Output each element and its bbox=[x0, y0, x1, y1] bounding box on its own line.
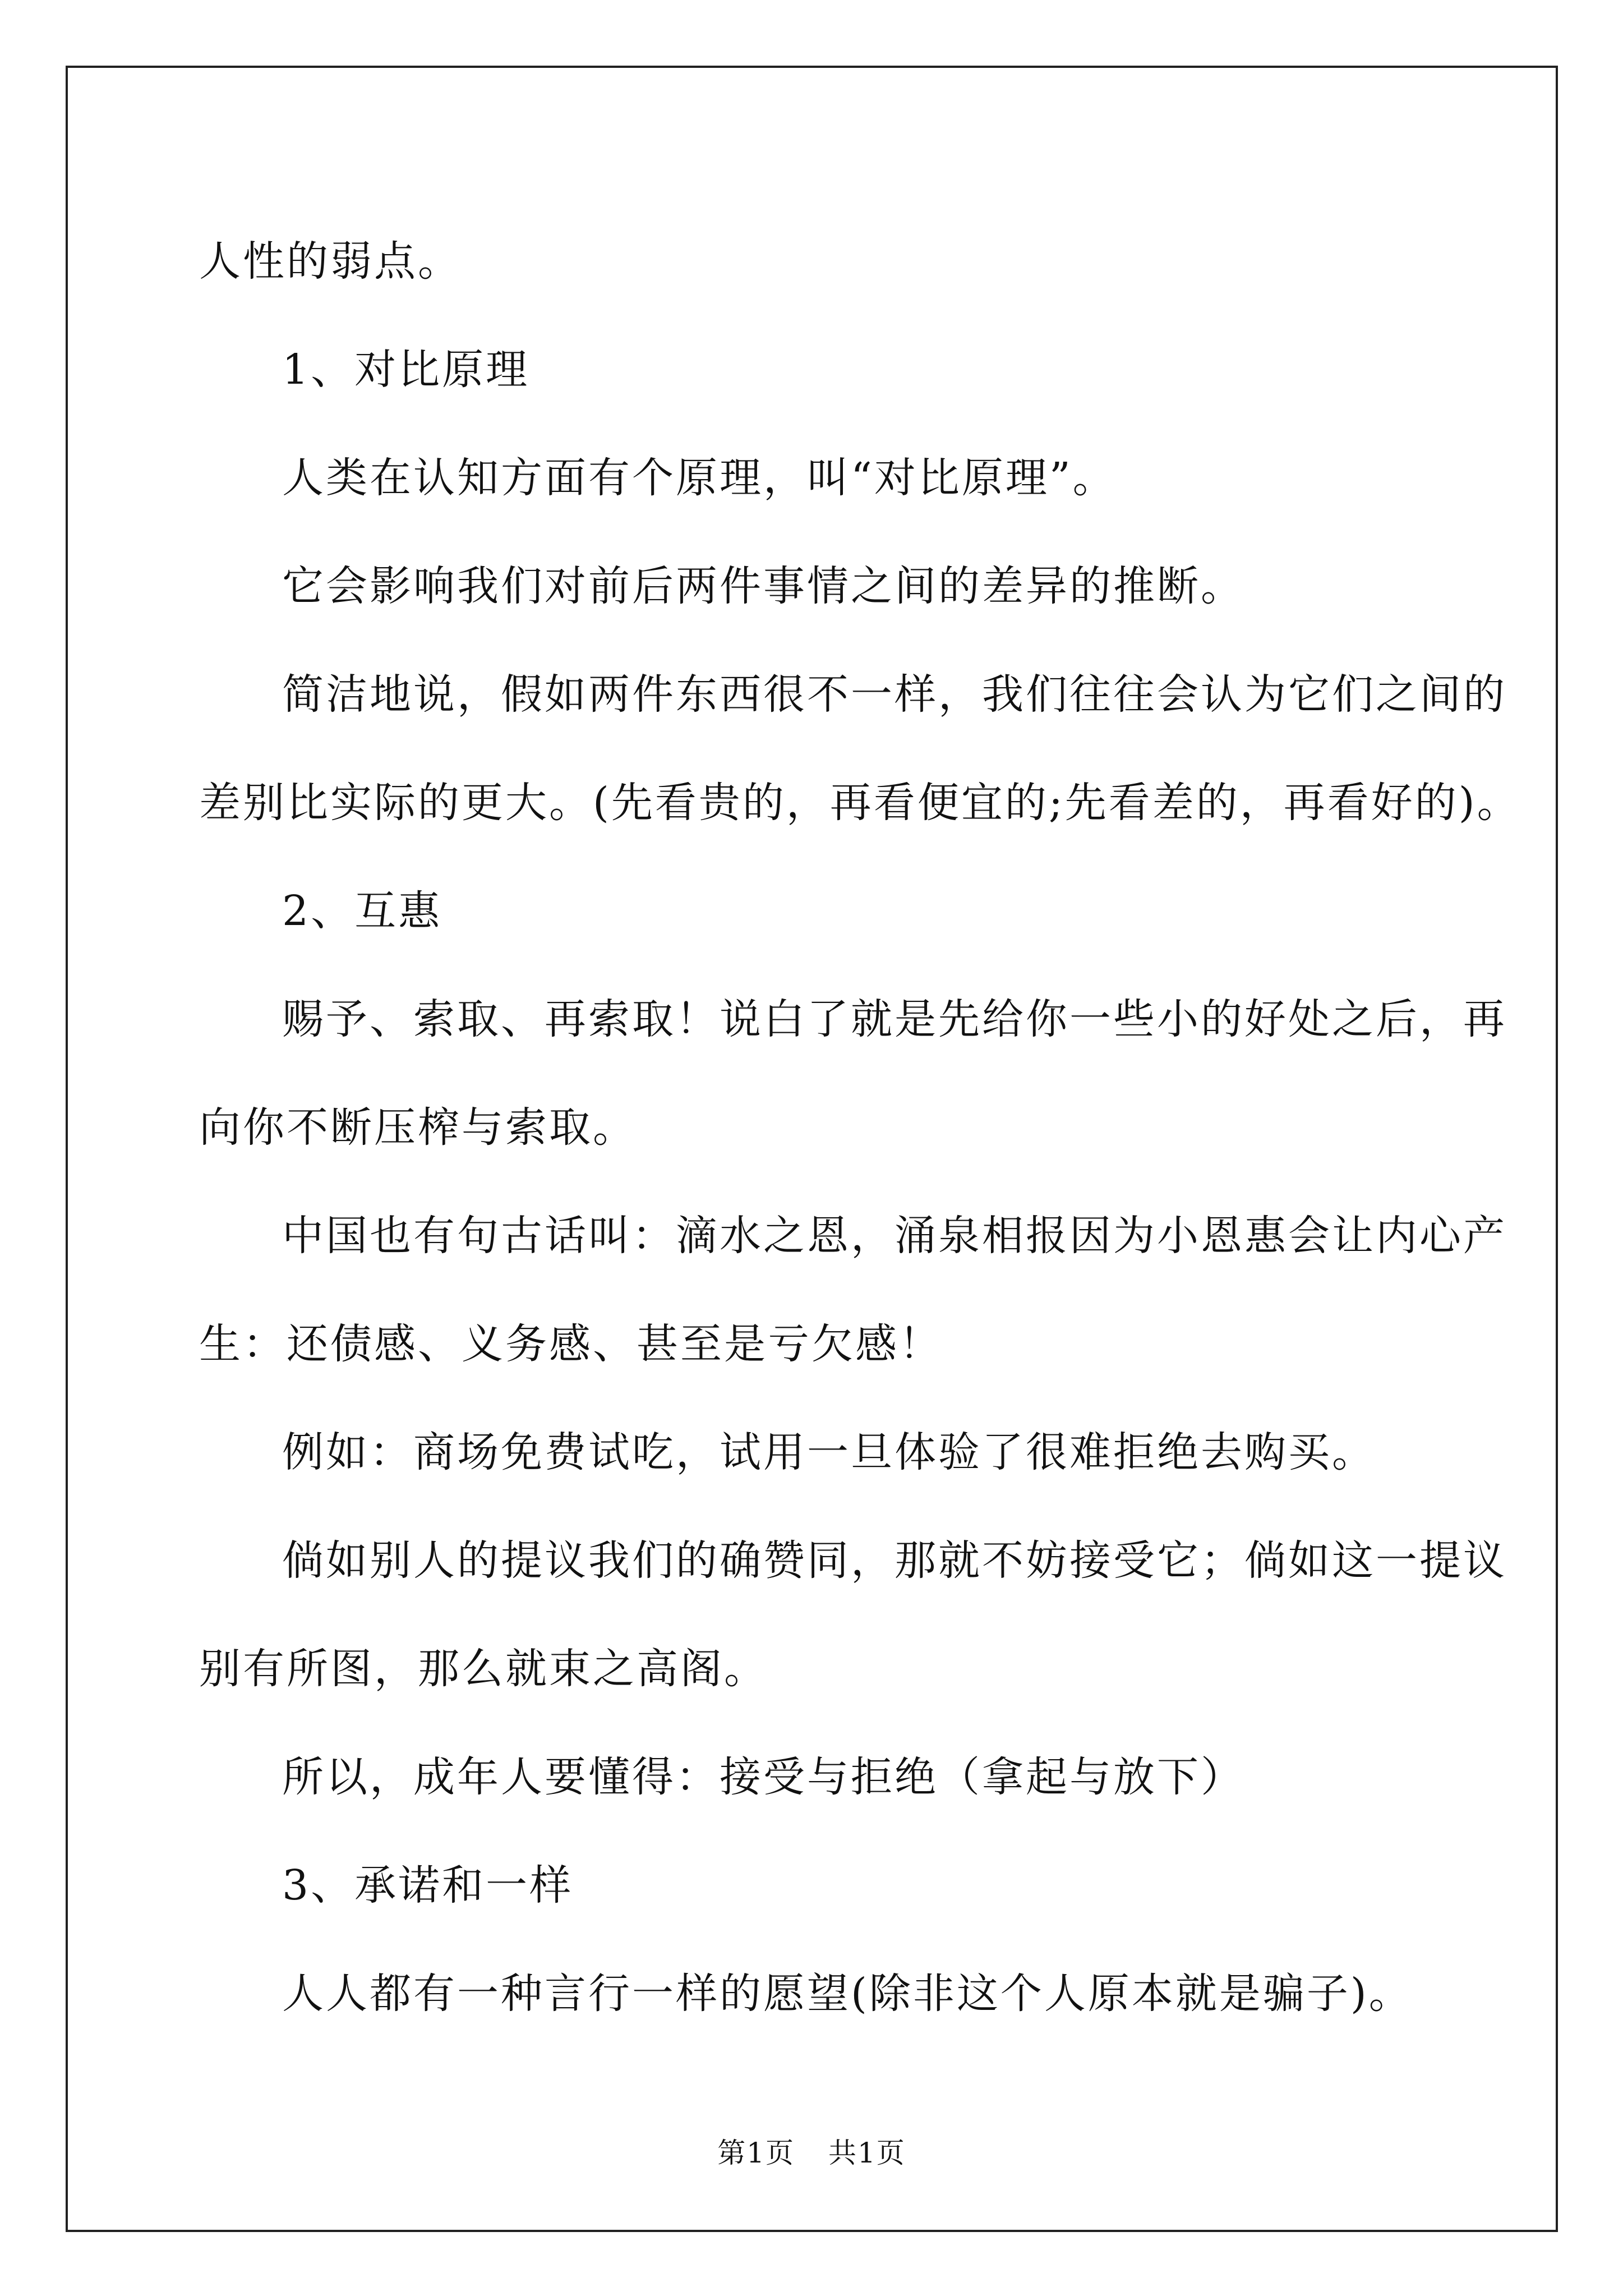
section-heading: 2、互惠 bbox=[282, 887, 442, 935]
text-line: 生：还债感、义务感、甚至是亏欠感！ bbox=[199, 1320, 943, 1368]
text-line: 差别比实际的更大。(先看贵的，再看便宜的;先看差的，再看好的)。 bbox=[199, 779, 1521, 827]
text-line: 例如：商场免费试吃，试用一旦体验了很难拒绝去购买。 bbox=[282, 1428, 1376, 1476]
section-heading: 3、承诺和一样 bbox=[282, 1861, 574, 1910]
text-line: 向你不断压榨与索取。 bbox=[199, 1103, 637, 1152]
text-line: 倘如别人的提议我们的确赞同，那就不妨接受它；倘如这一提议 bbox=[282, 1536, 1507, 1585]
text-line: 所以，成年人要懂得：接受与拒绝（拿起与放下） bbox=[282, 1753, 1244, 1801]
text-line: 人类在认知方面有个原理，叫“对比原理”。 bbox=[282, 454, 1117, 502]
text-line: 它会影响我们对前后两件事情之间的差异的推断。 bbox=[282, 562, 1244, 610]
page-number: 第1页 bbox=[717, 2137, 795, 2169]
document-body bbox=[199, 208, 1521, 2048]
text-line: 人性的弱点。 bbox=[199, 237, 462, 286]
text-line: 中国也有句古话叫：滴水之恩，涌泉相报因为小恩惠会让内心产 bbox=[282, 1212, 1507, 1260]
section-heading: 1、对比原理 bbox=[282, 346, 530, 394]
page-total: 共1页 bbox=[828, 2137, 906, 2169]
text-line: 人人都有一种言行一样的愿望(除非这个人原本就是骗子)。 bbox=[282, 1970, 1413, 2018]
text-line: 别有所图，那么就束之高阁。 bbox=[199, 1645, 768, 1693]
text-line: 赐予、索取、再索取！说白了就是先给你一些小的好处之后，再 bbox=[282, 995, 1507, 1043]
page-footer bbox=[0, 2136, 1623, 2170]
text-line: 简洁地说，假如两件东西很不一样，我们往往会认为它们之间的 bbox=[282, 670, 1507, 719]
